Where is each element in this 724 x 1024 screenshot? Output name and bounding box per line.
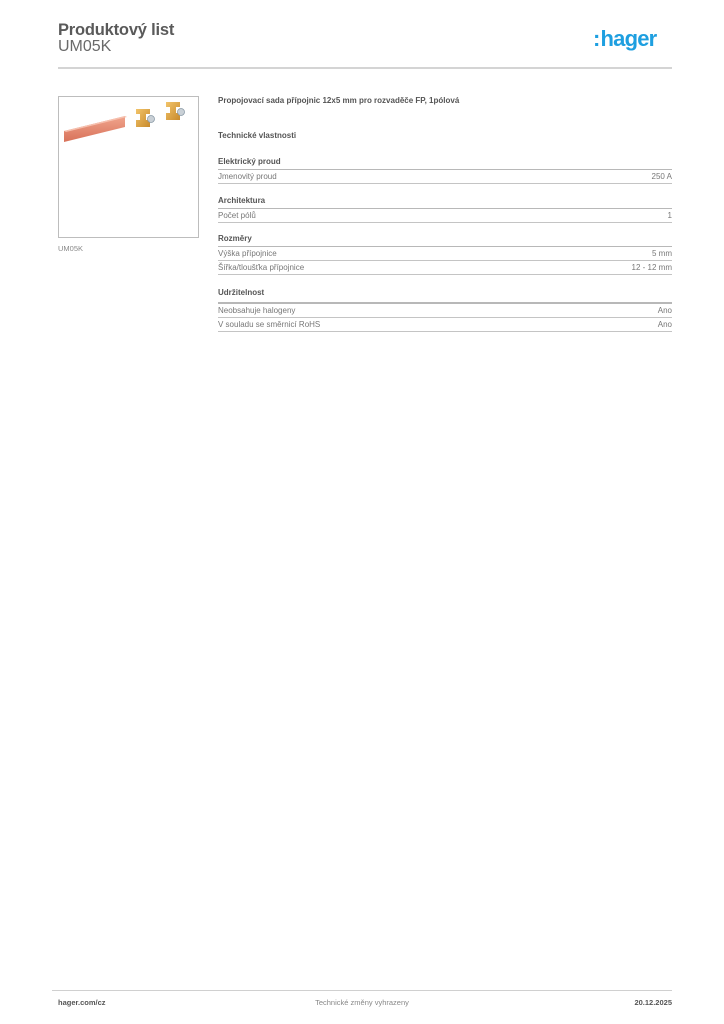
footer-notice: Technické změny vyhrazeny (315, 998, 409, 1007)
spec-group-electrical (218, 156, 672, 184)
page-title: Produktový list (58, 21, 175, 39)
spec-value: 12 - 12 mm (631, 263, 672, 272)
spec-group-dimensions (218, 233, 672, 275)
spec-group-title: Udržitelnost (218, 287, 672, 304)
hager-logo (593, 26, 656, 52)
spec-group-title: Rozměry (218, 233, 672, 247)
spec-label: Neobsahuje halogeny (218, 306, 296, 315)
spec-value: Ano (657, 306, 672, 315)
spec-group-architecture (218, 195, 672, 223)
product-code: UM05K (58, 38, 112, 55)
spec-label: Počet pólů (218, 211, 256, 220)
product-image (58, 96, 199, 238)
footer-divider (52, 990, 672, 991)
spec-label: Výška přípojnice (218, 249, 277, 258)
spec-value: 1 (667, 211, 672, 220)
technical-properties-heading: Technické vlastnosti (218, 131, 297, 140)
footer-date: 20.12.2025 (634, 998, 672, 1007)
spec-value: 5 mm (652, 249, 672, 258)
spec-row (218, 247, 672, 261)
logo-prefix: : (593, 26, 600, 51)
logo-text: hager (600, 26, 657, 51)
spec-group-title: Elektrický proud (218, 156, 672, 170)
header-divider (58, 67, 672, 69)
spec-row (218, 318, 672, 332)
spec-label: Šířka/tloušťka přípojnice (218, 263, 305, 272)
spec-group-sustainability (218, 287, 672, 332)
spec-row (218, 304, 672, 318)
spec-row (218, 209, 672, 223)
spec-group-title: Architektura (218, 195, 672, 209)
spec-row (218, 170, 672, 184)
product-description: Propojovací sada přípojnic 12x5 mm pro rozvaděče FP, 1pólová (218, 96, 460, 105)
image-caption: UM05K (58, 244, 84, 253)
spec-row (218, 261, 672, 275)
spec-value: Ano (657, 320, 672, 329)
busbar-set-icon (59, 97, 198, 237)
spec-label: Jmenovitý proud (218, 172, 277, 181)
spec-label: V souladu se směrnicí RoHS (218, 320, 321, 329)
footer-website-link[interactable]: hager.com/cz (58, 998, 106, 1007)
spec-value: 250 A (651, 172, 672, 181)
